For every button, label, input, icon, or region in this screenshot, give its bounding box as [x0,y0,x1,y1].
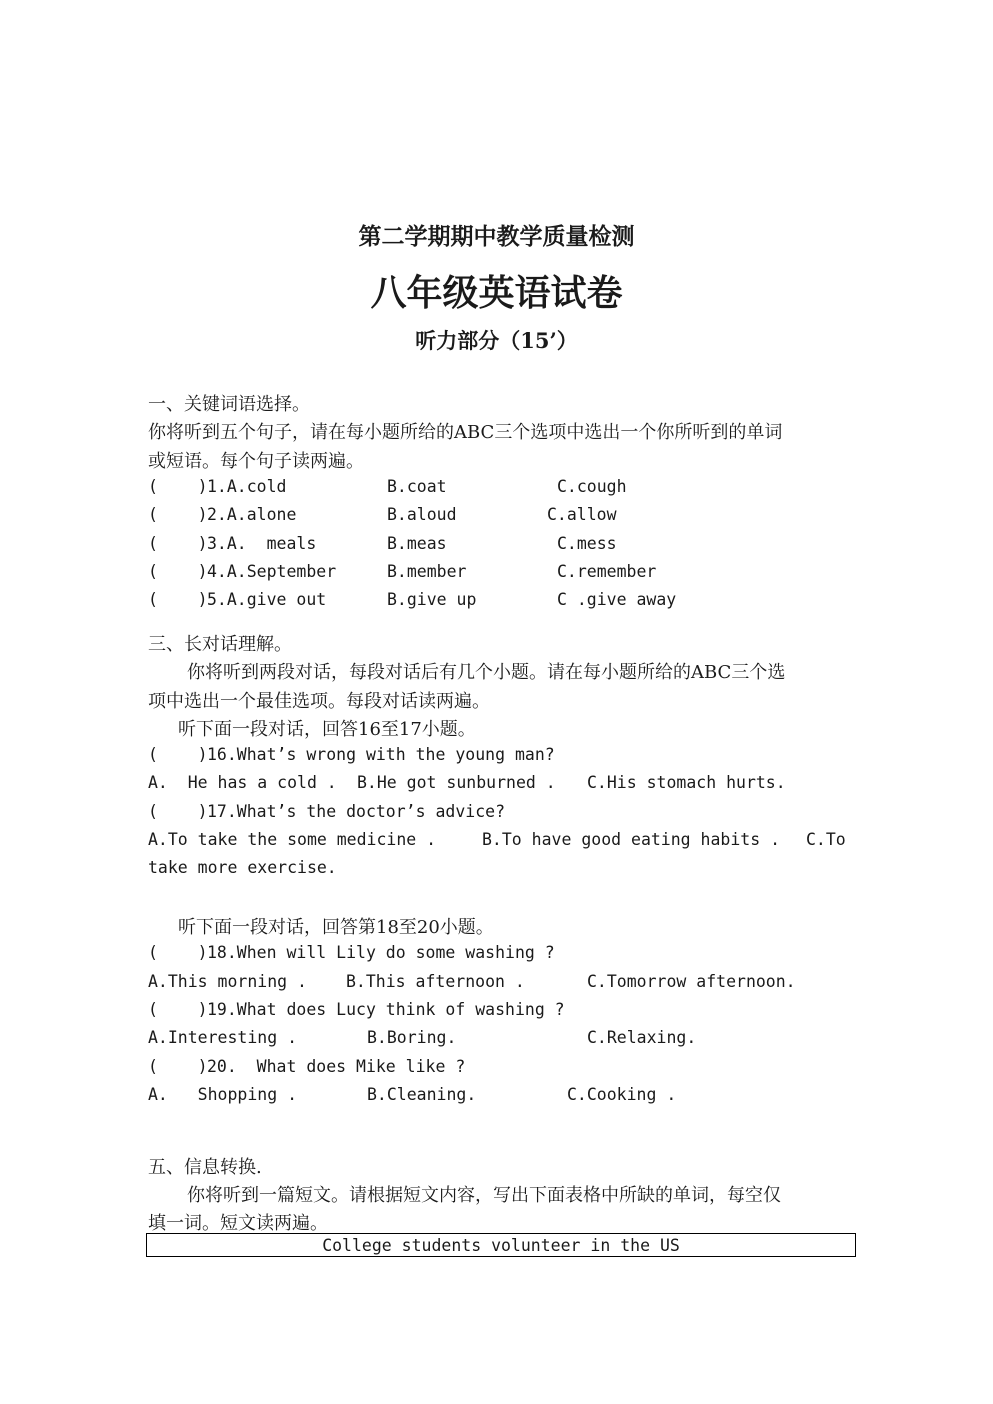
section5-heading: 五、信息转换. [148,1157,262,1178]
dialog1-intro: 听下面一段对话，回答16至17小题。 [178,719,476,740]
question-20: 20. What does Mike like ? [207,1057,466,1076]
answer-blank[interactable]: ( ) [148,1000,208,1019]
dialog2-intro: 听下面一段对话，回答第18至20小题。 [178,917,494,938]
section1-instruction: 或短语。每个句子读两遍。 [148,451,364,472]
option-c: C.remember [557,562,657,581]
exam-subtitle: 第二学期期中教学质量检测 [358,223,635,250]
option-b: B.Cleaning. [367,1085,477,1104]
section3-instruction: 项中选出一个最佳选项。每段对话读两遍。 [148,691,490,712]
option-c: C.Cooking . [567,1085,677,1104]
option-b: B.member [387,562,467,581]
question-18: 18.When will Lily do some washing ? [207,943,555,962]
option-b: B.aloud [387,505,457,524]
option-a: 2.A.alone [207,505,297,524]
listening-section-title: 听力部分（15’） [415,328,578,353]
option-a: 4.A.September [207,562,337,581]
answer-blank[interactable]: ( ) [148,505,208,524]
option-c: C.Relaxing. [587,1028,697,1047]
option-b: B.He got sunburned . [357,773,556,792]
section3-instruction: 你将听到两段对话，每段对话后有几个小题。请在每小题所给的ABC三个选 [187,662,786,683]
exam-title: 八年级英语试卷 [370,272,623,314]
option-a: 1.A.cold [207,477,287,496]
option-c: C.mess [557,534,617,553]
option-c: C.His stomach hurts. [587,773,786,792]
option-b: B.meas [387,534,447,553]
question-19: 19.What does Lucy think of washing ? [207,1000,565,1019]
question-17: 17.What’s the doctor’s advice? [207,802,506,821]
answer-blank[interactable]: ( ) [148,590,208,609]
question-16: 16.What’s wrong with the young man? [207,745,555,764]
section5-instruction: 填一词。短文读两遍。 [148,1213,328,1234]
option-c: C.To [806,830,846,849]
option-a: A.To take the some medicine . [148,830,437,849]
option-a: 3.A. meals [207,534,317,553]
info-table [146,1233,856,1257]
option-c-continued: take more exercise. [148,858,337,877]
option-a: 5.A.give out [207,590,327,609]
answer-blank[interactable]: ( ) [148,477,208,496]
answer-blank[interactable]: ( ) [148,745,208,764]
section1-heading: 一、关键词语选择。 [148,394,310,415]
option-a: A.This morning . [148,972,307,991]
section1-instruction: 你将听到五个句子，请在每小题所给的ABC三个选项中选出一个你所听到的单词 [148,422,783,443]
option-c: C .give away [557,590,677,609]
answer-blank[interactable]: ( ) [148,562,208,581]
section5-instruction: 你将听到一篇短文。请根据短文内容，写出下面表格中所缺的单词，每空仅 [187,1185,781,1206]
option-a: A. He has a cold . [148,773,337,792]
option-a: A. Shopping . [148,1085,298,1104]
option-b: B.Boring. [367,1028,457,1047]
option-c: C.Tomorrow afternoon. [587,972,796,991]
answer-blank[interactable]: ( ) [148,943,208,962]
answer-blank[interactable]: ( ) [148,534,208,553]
answer-blank[interactable]: ( ) [148,802,208,821]
table-title: College students volunteer in the US [322,1235,680,1255]
option-b: B.give up [387,590,477,609]
option-b: B.coat [387,477,447,496]
option-a: A.Interesting . [148,1028,298,1047]
option-b: B.This afternoon . [346,972,525,991]
answer-blank[interactable]: ( ) [148,1057,208,1076]
option-c: C.cough [557,477,627,496]
section3-heading: 三、长对话理解。 [148,634,292,655]
option-b: B.To have good eating habits . [482,830,781,849]
option-c: C.allow [547,505,617,524]
